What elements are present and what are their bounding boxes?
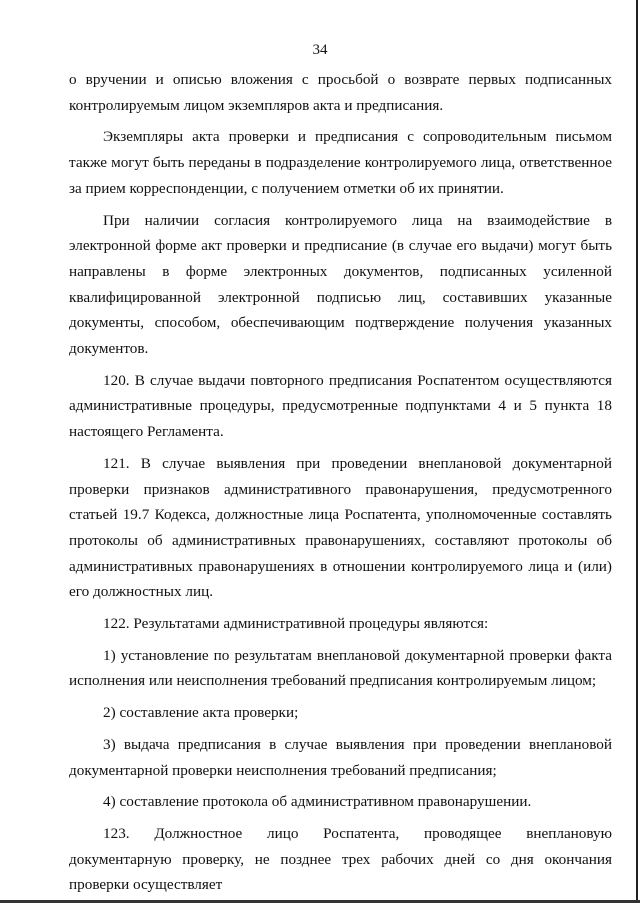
paragraph-120: 120. В случае выдачи повторного предписания Роспатентом осуществляются административные процедуры, предусмотренные подпунктами 4 и 5 пункта 18 настоящего Регламента. — [69, 371, 612, 441]
paragraph-123: 123. Должностное лицо Роспатента, проводящее внеплановую документарную проверку, не позднее трех рабочих дней со дня окончания проверки осуществляет — [69, 824, 612, 894]
list-item-1: 1) установление по результатам внеплановой документарной проверки факта исполнения или неисполнения требований предписания контролируемым лицом; — [69, 646, 612, 690]
document-body — [69, 67, 612, 898]
list-item-2: 2) составление акта проверки; — [103, 704, 299, 722]
paragraph-electronic-form: При наличии согласия контролируемого лица на взаимодействие в электронной форме акт проверки и предписание (в случае его выдачи) могут быть направлены в форме электронных документов, подписанных усиленной квалифицированной электронной подписью лиц, составивших указанные документы, способом, обеспечивающим подтверждение получения указанных документов. — [69, 211, 612, 358]
paragraph-delivery-notice: о вручении и описью вложения с просьбой о возврате первых подписанных контролируемым лицом экземпляров акта и предписания. — [69, 71, 612, 114]
paragraph-121: 121. В случае выявления при проведении внеплановой документарной проверки признаков административного правонарушения, предусмотренного статьей 19.7 Кодекса, должностные лица Роспатента, уполномоченные составлять протоколы об административных правонарушениях, составляют протоколы об административных правонарушениях в отношении контролируемого лица и (или) его должностных лиц. — [69, 454, 612, 601]
list-item-4: 4) составление протокола об административном правонарушении. — [103, 793, 532, 811]
scan-edge-right — [636, 0, 638, 903]
list-item-3: 3) выдача предписания в случае выявления при проведении внеплановой документарной проверки неисполнения требований предписания; — [69, 735, 612, 779]
paragraph-122: 122. Результатами административной процедуры являются: — [103, 615, 489, 633]
paragraph-copies-transfer: Экземпляры акта проверки и предписания с сопроводительным письмом также могут быть переданы в подразделение контролируемого лица, ответственное за прием корреспонденции, с получением отметки об их принятии. — [69, 128, 612, 197]
page-number: 34 — [312, 42, 328, 58]
